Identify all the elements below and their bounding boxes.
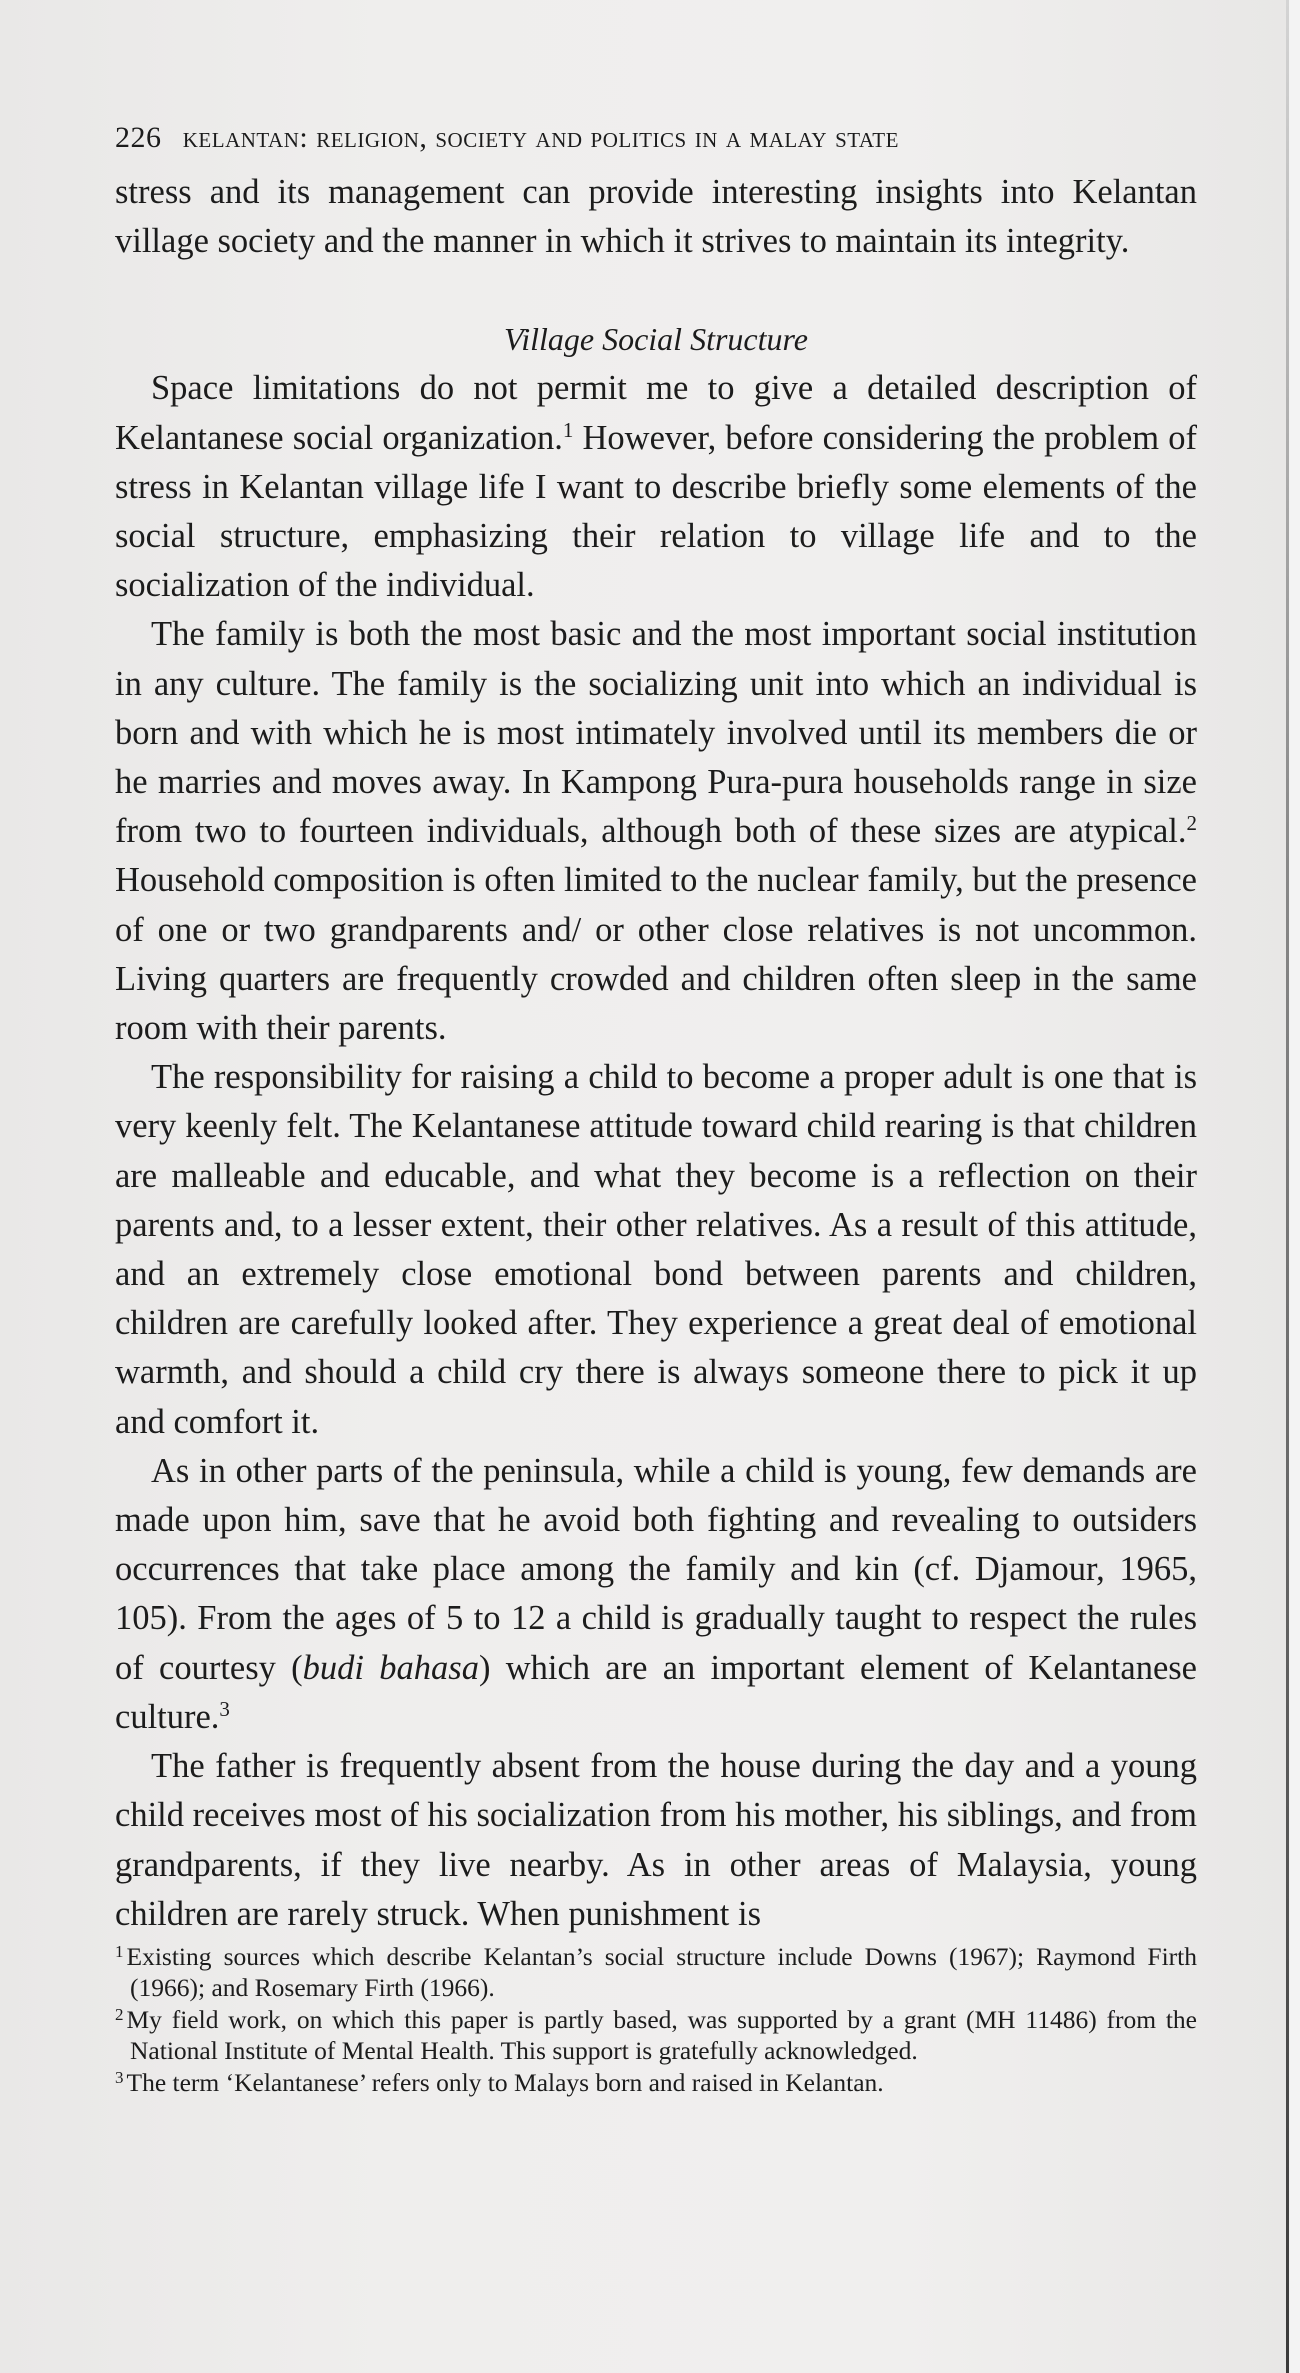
paragraph-2 [115,610,1197,1053]
paragraph-text: Household composition is often limited to the nuclear family, but the presence of one or two grandparents and/ or other close relatives is not uncommon. Living quarters are frequently crowded and children often sleep in the same room with their parents. [115,861,1197,1048]
footnote-marker: 3 [115,2067,124,2087]
malay-term: budi bahasa [302,1648,479,1687]
continuation-paragraph: stress and its management can provide interesting insights into Kelantan village society and the manner in which it strives to maintain its integrity. [115,173,1197,261]
paragraph-text: As in other parts of the peninsula, while a child is young, few demands are made upon him, save that he avoid both fighting and revealing to outsiders occurrences that take place among the family and kin (cf. Djamour, 1965, 105). From the ages of 5 to 12 a child is gradually taught to respect the rules of courtesy ( [115,1451,1197,1687]
footnote-ref-3[interactable]: 3 [219,1696,230,1721]
paragraph-text: ) which are an important element of Kelantanese culture. [115,1648,1197,1736]
text-column [115,118,1197,2098]
footnote-text: The term ‘Kelantanese’ refers only to Malays born and raised in Kelantan. [126,2067,884,2097]
running-head [115,118,1197,168]
paragraph-text: Space limitations do not permit me to give a detailed description of Kelantanese social organization. [115,369,1197,457]
footnote-1 [115,1941,1197,2004]
paragraph-1 [115,364,1197,610]
paragraph-text: However, before considering the problem of stress in Kelantan village life I want to describe briefly some elements of the social structure, emphasizing their relation to village life and to the socialization of the individual. [115,418,1197,605]
adjacent-page-edge [1289,0,1300,2373]
running-title: kelantan: religion, society and politics in a malay state [182,121,899,154]
footnotes [115,1941,1197,2099]
footnote-2 [115,2004,1197,2067]
footnote-marker: 1 [115,1941,124,1961]
page-number: 226 [115,121,162,154]
paragraph-5: The father is frequently absent from the house during the day and a young child receives most of his socialization from his mother, his siblings, and from grandparents, if they live nearby. As in other areas of Malaysia, young children are rarely struck. When punishment is [115,1747,1197,1933]
footnote-3 [115,2067,1197,2099]
footnote-marker: 2 [115,2004,124,2024]
footnote-text: Existing sources which describe Kelantan’s social structure include Downs (1967); Raymond Firth (1966); and Rosemary Firth (1966). [126,1941,1197,2003]
footnote-text: My field work, on which this paper is partly based, was supported by a grant (MH 11486) from the National Institute of Mental Health. This support is gratefully acknowledged. [126,2004,1197,2066]
footnote-ref-1[interactable]: 1 [562,417,574,442]
paragraph-text: The family is both the most basic and the most important social institution in any culture. The family is the socializing unit into which an individual is born and with which he is most intimately involved until its members die or he marries and moves away. In Kampong Pura-pura households range in size from two to fourteen individuals, although both of these sizes are atypical. [115,615,1197,851]
section-heading: Village Social Structure [504,321,808,358]
footnote-ref-2[interactable]: 2 [1186,811,1197,836]
paragraph-4 [115,1447,1197,1742]
body-text [115,168,1197,1939]
paragraph-3: The responsibility for raising a child to become a proper adult is one that is very keenly felt. The Kelantanese attitude toward child rearing is that children are malleable and educable, and what they become is a reflection on their parents and, to a lesser extent, their other relatives. As a result of this attitude, and an extremely close emotional bond between parents and children, children are carefully looked after. They experience a great deal of emotional warmth, and should a child cry there is always someone there to pick it up and comfort it. [115,1058,1197,1441]
